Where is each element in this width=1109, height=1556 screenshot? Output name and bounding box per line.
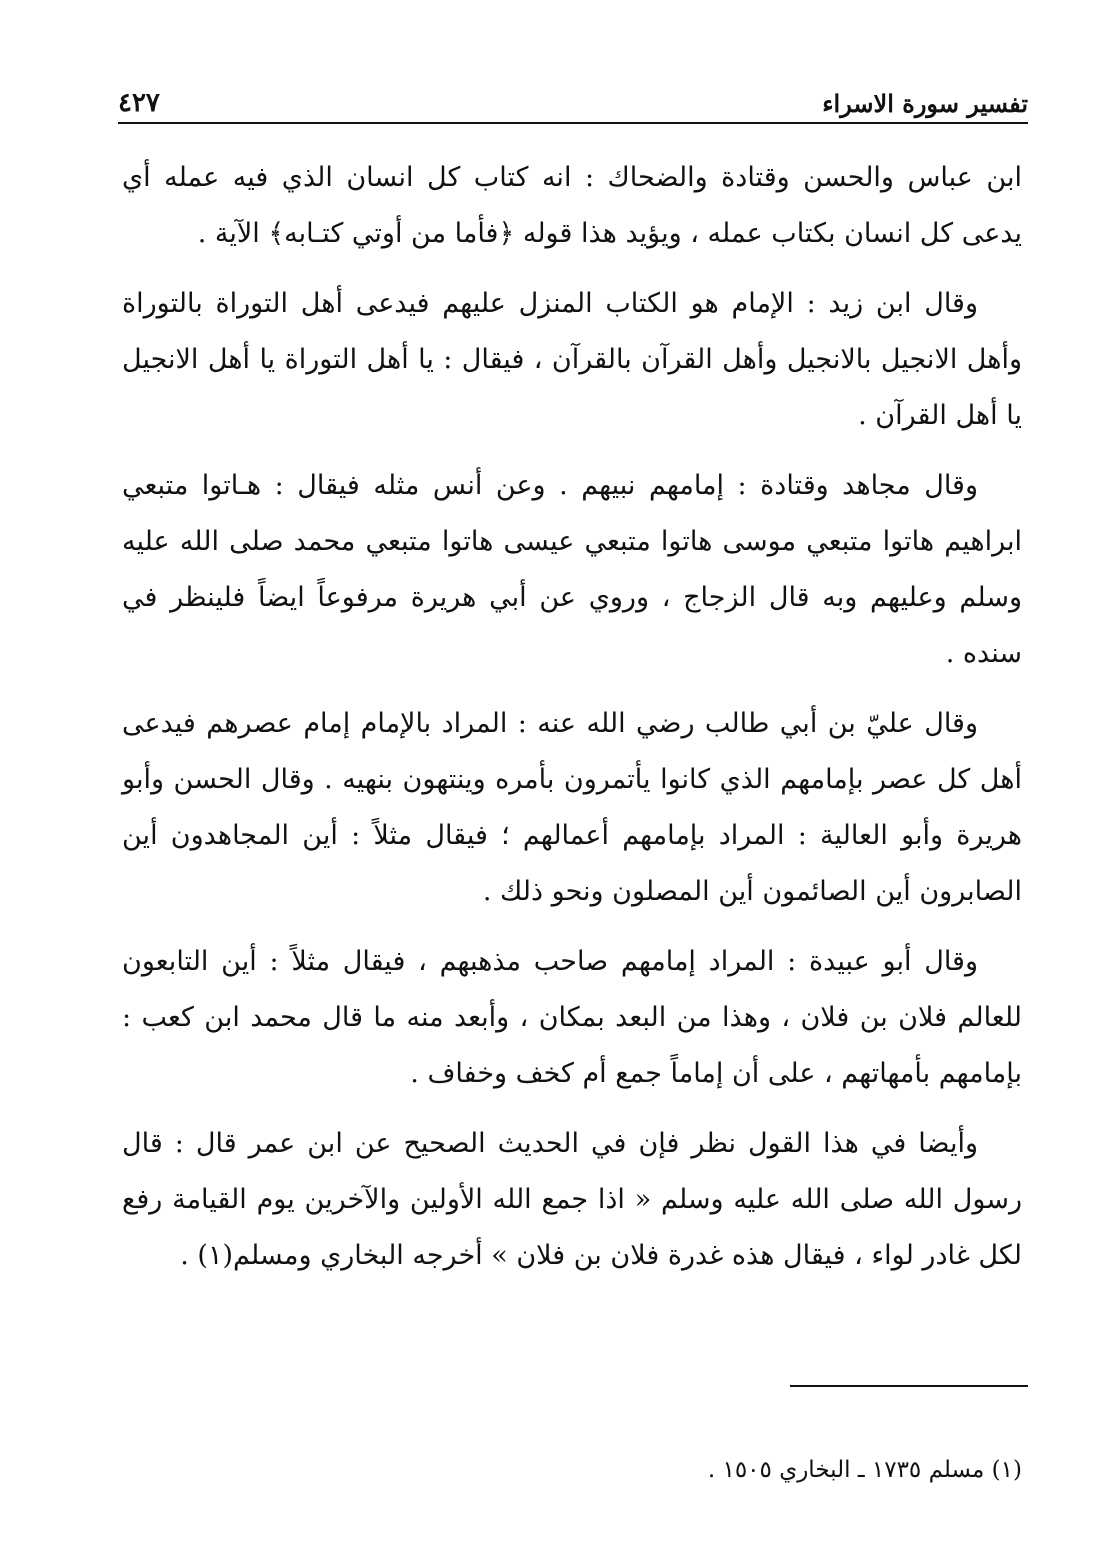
footnote-rule [790, 1385, 1028, 1387]
running-header [118, 78, 1028, 118]
paragraph-1: ابن عباس والحسن وقتادة والضحاك : انه كتاب كل انسان الذي فيه عمله أي يدعى كل انسان بكتاب عمله ، ويؤيد هذا قوله ﴿فأما من أوتي كتـابه﴾ الآية . [122, 162, 1022, 249]
paragraph-5: وقال أبو عبيدة : المراد إمامهم صاحب مذهبهم ، فيقال مثلاً : أين التابعون للعالم فلان بن فلان ، وهذا من البعد بمكان ، وأبعد منه ما قال محمد ابن كعب : بإمامهم بأمهاتهم ، على أن إماماً جمع أم كخف وخفاف . [122, 946, 1022, 1089]
paragraph-4: وقال عليّ بن أبي طالب رضي الله عنه : المراد بالإمام إمام عصرهم فيدعى أهل كل عصر بإمامهم الذي كانوا يأتمرون بأمره وينتهون بنهيه . وقال الحسن وأبو هريرة وأبو العالية : المراد بإمامهم أعمالهم ؛ فيقال مثلاً : أين المجاهدون أين الصابرون أين الصائمون أين المصلون ونحو ذلك . [122, 708, 1022, 907]
paragraph-2: وقال ابن زيد : الإمام هو الكتاب المنزل عليهم فيدعى أهل التوراة بالتوراة وأهل الانجيل بالانجيل وأهل القرآن بالقرآن ، فيقال : يا أهل التوراة يا أهل الانجيل يا أهل القرآن . [122, 288, 1022, 431]
body-text [122, 150, 1022, 1298]
paragraph-3: وقال مجاهد وقتادة : إمامهم نبيهم . وعن أنس مثله فيقال : هـاتوا متبعي ابراهيم هاتوا متبعي موسى هاتوا متبعي عيسى هاتوا متبعي محمد صلى الله عليه وسلم وعليهم وبه قال الزجاج ، وروي عن أبي هريرة مرفوعاً ايضاً فلينظر في سنده . [122, 470, 1022, 669]
header-rule [118, 122, 1028, 124]
page-number: ٤٢٧ [118, 88, 160, 118]
running-title: تفسير سورة الاسراء [822, 89, 1028, 118]
footnote: (١) مسلم ١٧٣٥ ـ البخاري ١٥٠٥ . [707, 1457, 1022, 1483]
paragraph-6: وأيضا في هذا القول نظر فإن في الحديث الصحيح عن ابن عمر قال : قال رسول الله صلى الله عليه وسلم « اذا جمع الله الأولين والآخرين يوم القيامة رفع لكل غادر لواء ، فيقال هذه غدرة فلان بن فلان » أخرجه البخاري ومسلم(١) . [122, 1128, 1022, 1271]
